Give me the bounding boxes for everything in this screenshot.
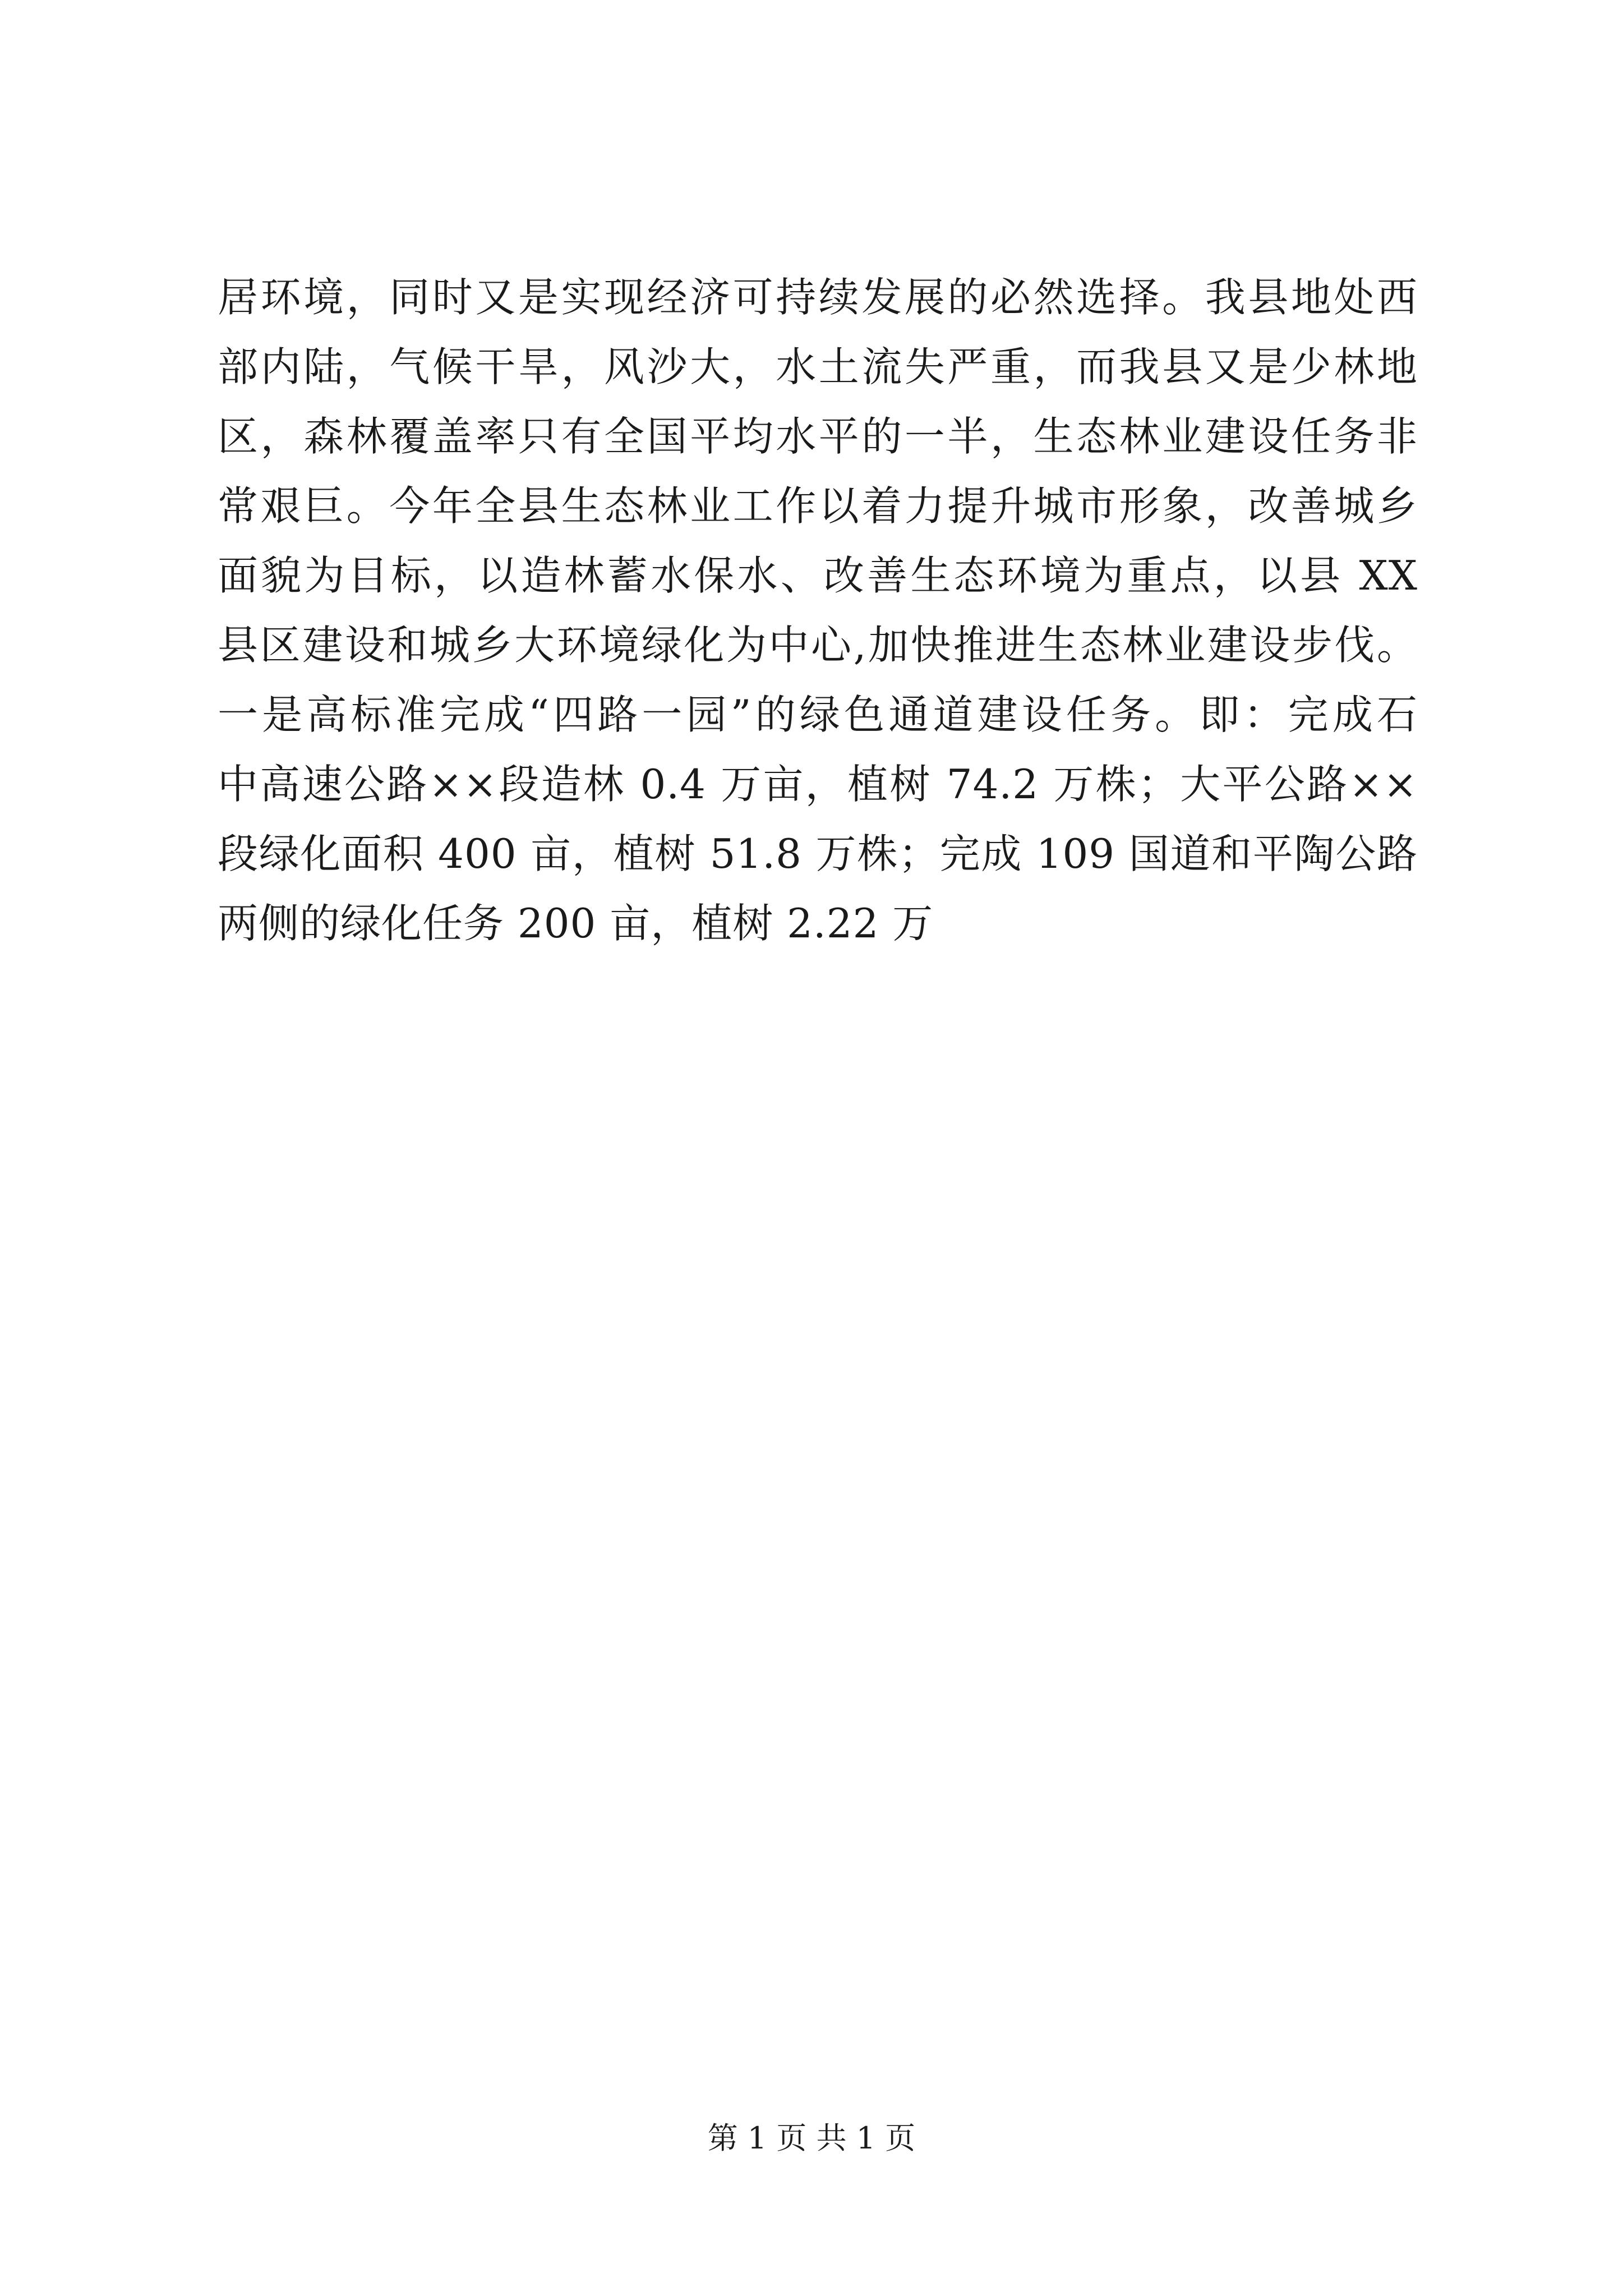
text-line: 居环境，同时又是实现经济可持续发展的必然选择。我县地处西 [218,274,1418,321]
text-line: 段绿化面积 400 亩，植树 51.8 万株；完成 109 国道和平陶公路 [218,830,1418,877]
text-line: 县区建设和城乡大环境绿化为中心,加快推进生态林业建设步伐。 [218,622,1418,669]
text-line: 区，森林覆盖率只有全国平均水平的一半，生态林业建设任务非 [218,413,1418,460]
text-line: 面貌为目标，以造林蓄水保水、改善生态环境为重点，以县 XX [218,552,1418,599]
text-line: 常艰巨。今年全县生态林业工作以着力提升城市形象，改善城乡 [218,482,1418,530]
text-line: 一是高标准完成“四路一园”的绿色通道建设任务。即：完成石 [218,691,1418,738]
text-line: 部内陆，气候干旱，风沙大，水土流失严重，而我县又是少林地 [218,343,1418,390]
text-line: 中高速公路××段造林 0.4 万亩，植树 74.2 万株；大平公路×× [218,761,1418,808]
page-footer [0,2119,1623,2158]
page-number: 第 1 页 共 1 页 [707,2120,916,2156]
body-paragraph [218,263,1418,958]
text-line-last: 两侧的绿化任务 200 亩，植树 2.22 万 [218,900,934,947]
